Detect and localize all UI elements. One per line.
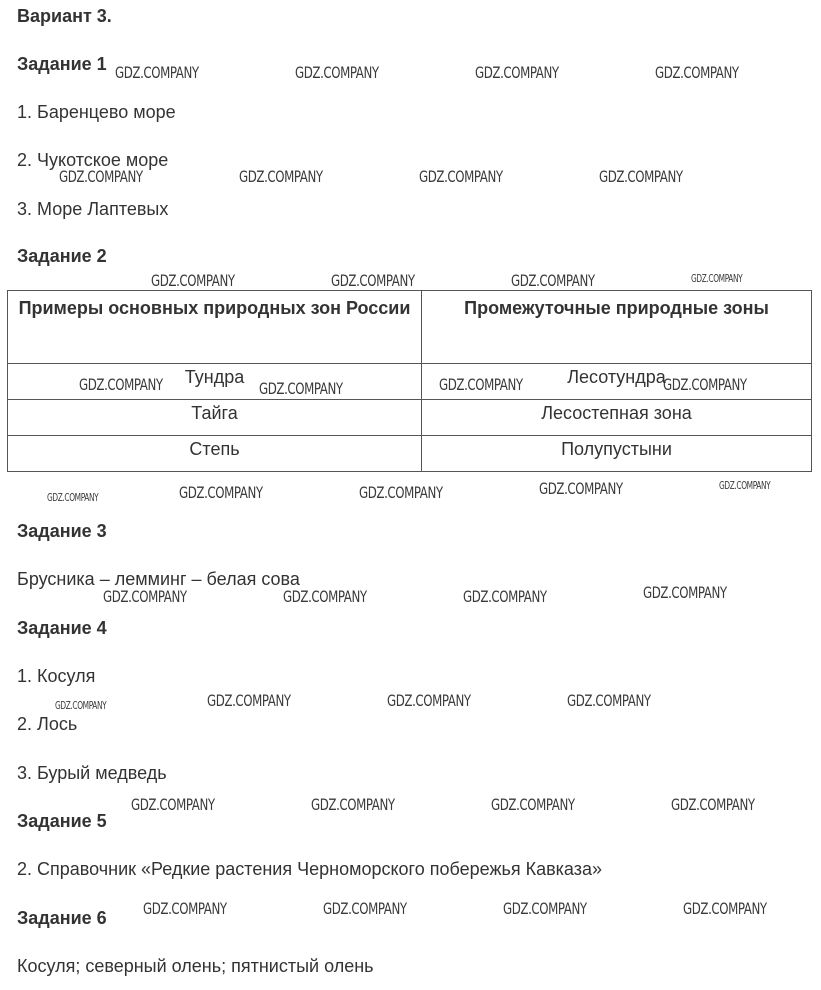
watermark: GDZ.COMPANY <box>59 167 143 186</box>
watermark: GDZ.COMPANY <box>419 167 503 186</box>
watermark: GDZ.COMPANY <box>567 691 651 710</box>
task4-heading: Задание 4 <box>17 618 107 638</box>
watermark: GDZ.COMPANY <box>207 691 291 710</box>
table-header-intermediate-zones: Промежуточные природные зоны <box>422 291 812 364</box>
watermark: GDZ.COMPANY <box>311 795 395 814</box>
watermark: GDZ.COMPANY <box>475 63 559 82</box>
watermark: GDZ.COMPANY <box>151 271 235 290</box>
watermark: GDZ.COMPANY <box>323 899 407 918</box>
task5-heading: Задание 5 <box>17 811 107 831</box>
watermark: GDZ.COMPANY <box>511 271 595 290</box>
watermark: GDZ.COMPANY <box>295 63 379 82</box>
task6-heading: Задание 6 <box>17 908 107 928</box>
watermark: GDZ.COMPANY <box>359 483 443 502</box>
watermark: GDZ.COMPANY <box>491 795 575 814</box>
watermark: GDZ.COMPANY <box>599 167 683 186</box>
watermark: GDZ.COMPANY <box>387 691 471 710</box>
table-cell: Полупустыни <box>422 436 812 472</box>
watermark: GDZ.COMPANY <box>671 795 755 814</box>
table-row <box>8 400 812 436</box>
watermark: GDZ.COMPANY <box>55 699 107 712</box>
task2-heading: Задание 2 <box>17 246 107 266</box>
table-cell: Тундра <box>8 364 422 400</box>
table-cell: Степь <box>8 436 422 472</box>
watermark: GDZ.COMPANY <box>115 63 199 82</box>
task6-answer: Косуля; северный олень; пятнистый олень <box>17 956 374 976</box>
task4-item-2: 2. Лось <box>17 714 78 734</box>
task1-item-2: 2. Чукотское море <box>17 150 169 170</box>
table-header-row <box>8 291 812 364</box>
watermark: GDZ.COMPANY <box>539 479 623 498</box>
watermark: GDZ.COMPANY <box>503 899 587 918</box>
watermark: GDZ.COMPANY <box>331 271 415 290</box>
task1-item-3: 3. Море Лаптевых <box>17 199 169 219</box>
task4-item-1: 1. Косуля <box>17 666 96 686</box>
table-header-main-zones: Примеры основных природных зон России <box>8 291 422 364</box>
task5-answer: 2. Справочник «Редкие растения Черноморского побережья Кавказа» <box>17 859 603 879</box>
watermark: GDZ.COMPANY <box>239 167 323 186</box>
watermark: GDZ.COMPANY <box>47 491 99 504</box>
watermark: GDZ.COMPANY <box>143 899 227 918</box>
watermark: GDZ.COMPANY <box>283 587 367 606</box>
variant-title: Вариант 3. <box>17 6 112 26</box>
watermark: GDZ.COMPANY <box>79 375 163 394</box>
watermark: GDZ.COMPANY <box>439 375 523 394</box>
task4-item-3: 3. Бурый медведь <box>17 763 167 783</box>
task1-item-1: 1. Баренцево море <box>17 102 176 122</box>
watermark: GDZ.COMPANY <box>179 483 263 502</box>
table-cell: Лесостепная зона <box>422 400 812 436</box>
watermark: GDZ.COMPANY <box>691 272 743 285</box>
watermark: GDZ.COMPANY <box>259 379 343 398</box>
watermark: GDZ.COMPANY <box>683 899 767 918</box>
watermark: GDZ.COMPANY <box>663 375 747 394</box>
task3-answer: Брусника – лемминг – белая сова <box>17 569 300 589</box>
task1-heading: Задание 1 <box>17 54 107 74</box>
watermark: GDZ.COMPANY <box>643 583 727 602</box>
watermark: GDZ.COMPANY <box>719 479 771 492</box>
table-cell: Тайга <box>8 400 422 436</box>
table-cell: Лесотундра <box>422 364 812 400</box>
task3-heading: Задание 3 <box>17 521 107 541</box>
watermark: GDZ.COMPANY <box>655 63 739 82</box>
watermark: GDZ.COMPANY <box>463 587 547 606</box>
watermark: GDZ.COMPANY <box>131 795 215 814</box>
table-row <box>8 436 812 472</box>
watermark: GDZ.COMPANY <box>103 587 187 606</box>
